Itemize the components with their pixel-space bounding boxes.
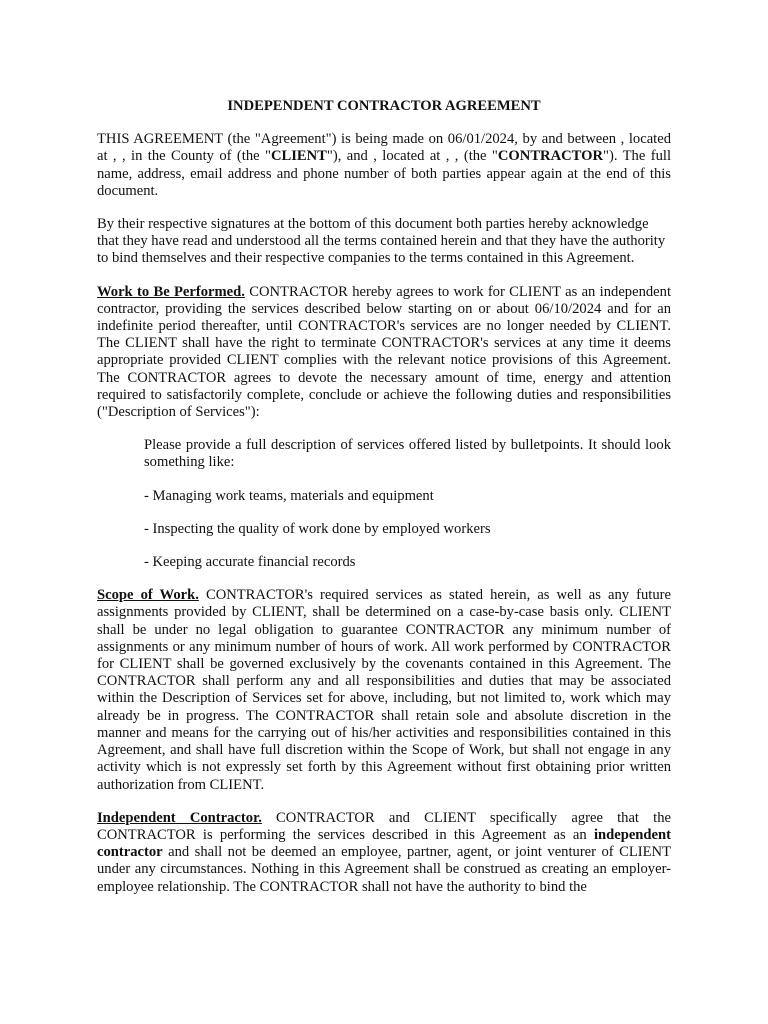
- scope-heading: Scope of Work.: [97, 587, 199, 604]
- intro-text-c: "). The full name, address, email address and phone number of both parties appear again at the end of this document.: [97, 148, 671, 199]
- independent-heading: Independent Contractor.: [97, 809, 262, 826]
- document-page: [97, 98, 671, 912]
- service-item: - Managing work teams, materials and equipment: [144, 487, 434, 504]
- service-item: - Inspecting the quality of work done by employed workers: [144, 520, 491, 537]
- scope-text: CONTRACTOR's required services as stated herein, as well as any future assignments provided by CLIENT, shall be determined on a case-by-case basis only. CLIENT shall be under no legal obligation to guarantee CONTRACTOR any minimum number of assignments or any minimum number of hours of work. All work performed by CONTRACTOR for CLIENT shall be governed exclusively by the covenants contained in this Agreement. The CONTRACTOR shall perform any and all responsibilities and duties that may be associated within the Description of Services set for above, including, but not limited to, work which may already be in progress. The CONTRACTOR shall retain sole and absolute discretion in the manner and means for the carrying out of his/her activities and responsibilities contained in this Agreement, and shall have full discretion within the Scope of Work, but shall not engage in any activity which is not expressly set forth by this Agreement without first obtaining prior written authorization from CLIENT.: [97, 587, 671, 793]
- independent-contractor-bold: independent contractor: [97, 826, 671, 861]
- intro-paragraph: [97, 131, 671, 200]
- intro-text-b: "), and , located at , , (the ": [326, 148, 498, 165]
- independent-text-b: and shall not be deemed an employee, partner, agent, or joint venturer of CLIENT under any circumstances. Nothing in this Agreement shall be construed as creating an employer-employee relationship. The CONTRACTOR shall not have the authority to bind the: [97, 844, 671, 895]
- client-label: CLIENT: [270, 148, 327, 165]
- independent-contractor-section: [97, 810, 671, 896]
- service-item: - Keeping accurate financial records: [144, 554, 356, 571]
- work-text: CONTRACTOR hereby agrees to work for CLIENT as an independent contractor, providing the services described below starting on or about 06/10/2024 and for an indefinite period thereafter, until CONTRACTOR's services are no longer needed by CLIENT. The CLIENT shall have the right to terminate CONTRACTOR's services at any time it deems appropriate provided CLIENT complies with the relevant notice provisions of this Agreement. The CONTRACTOR agrees to devote the necessary amount of time, energy and attention required to satisfactorily complete, conclude or achieve the following duties and responsibilities ("Description of Services"):: [97, 283, 671, 421]
- intro-text-a: THIS AGREEMENT (the "Agreement") is being made on 06/01/2024, by and between , located at , , in the County of (the ": [97, 131, 671, 165]
- scope-section: [97, 587, 671, 793]
- contractor-label: CONTRACTOR: [497, 148, 604, 165]
- work-section: [97, 284, 671, 422]
- document-title: INDEPENDENT CONTRACTOR AGREEMENT: [227, 98, 541, 114]
- work-heading: Work to Be Performed.: [97, 283, 245, 300]
- independent-text-a: CONTRACTOR and CLIENT specifically agree that the CONTRACTOR is performing the services described in this Agreement as an: [97, 809, 671, 843]
- services-instruction: Please provide a full description of services offered listed by bulletpoints. It should look something like:: [144, 437, 671, 471]
- acknowledgement-paragraph: By their respective signatures at the bottom of this document both parties hereby acknowledge that they have read and understood all the terms contained herein and that they have the authority to bind themselves and their respective companies to the terms contained in this Agreement.: [97, 216, 666, 267]
